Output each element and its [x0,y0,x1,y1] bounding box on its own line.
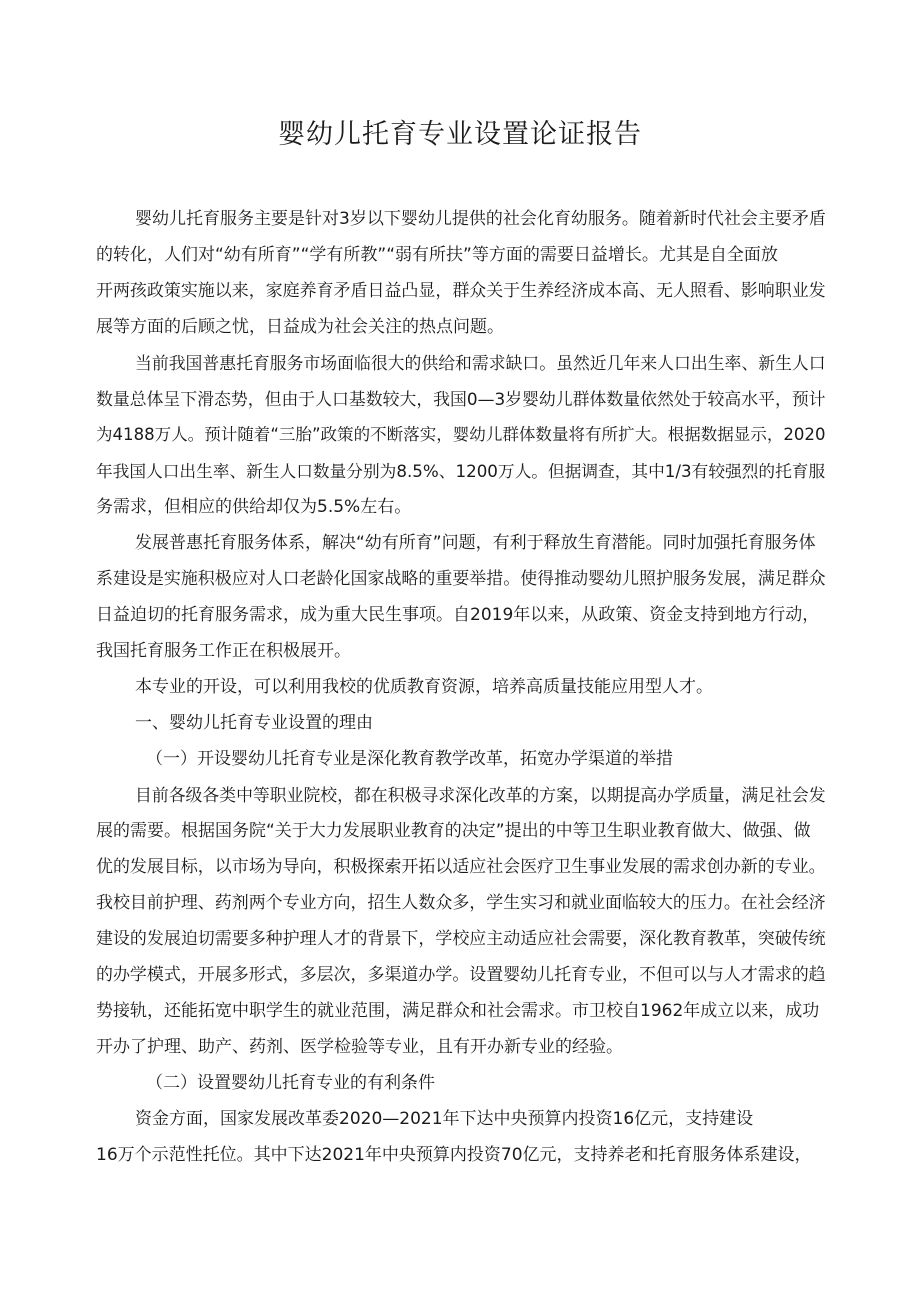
paragraph-line: 数量总体呈下滑态势，但由于人口基数较大，我国0—3岁婴幼儿群体数量依然处于较高水平，预计 [96,389,826,409]
paragraph-line: 我国托育服务工作正在积极展开。 [96,641,351,661]
paragraph-line: 务需求，但相应的供给却仅为5.5%左右。 [96,497,412,517]
subsection-heading: （一）开设婴幼儿托育专业是深化教育教学改革，拓宽办学渠道的举措 [146,749,673,769]
paragraph-line: 目前各级各类中等职业院校，都在积极寻求深化改革的方案，以期提高办学质量，满足社会发 [135,785,826,805]
paragraph-line: 展等方面的后顾之忧，日益成为社会关注的热点问题。 [96,317,504,337]
section-heading: 一、婴幼儿托育专业设置的理由 [135,713,373,733]
paragraph-line: 展的需要。根据国务院“关于大力发展职业教育的决定”提出的中等卫生职业教育做大、做强、做 [96,821,811,841]
paragraph-line: 开办了护理、助产、药剂、医学检验等专业，且有开办新专业的经验。 [96,1037,623,1057]
paragraph-line: 系建设是实施积极应对人口老龄化国家战略的重要举措。使得推动婴幼儿照护服务发展，满足群众 [96,569,826,589]
paragraph-line: 婴幼儿托育服务主要是针对3岁以下婴幼儿提供的社会化育幼服务。随着新时代社会主要矛盾 [135,209,826,229]
paragraph-line: 发展普惠托育服务体系，解决“幼有所育”问题，有利于释放生育潜能。同时加强托育服务体 [135,533,816,553]
paragraph-line: 优的发展目标，以市场为导向，积极探索开拓以适应社会医疗卫生事业发展的需求创办新的专业。 [96,857,826,877]
paragraph-line: 势接轨，还能拓宽中职学生的就业范围，满足群众和社会需求。市卫校自1962年成立以来，成功 [96,1001,820,1021]
paragraph-line: 建设的发展迫切需要多种护理人才的背景下，学校应主动适应社会需要，深化教育教革，突破传统 [96,929,826,949]
paragraph-line: 年我国人口出生率、新生人口数量分别为8.5%、1200万人。但据调查，其中1/3有较强烈的托育服 [96,461,826,481]
paragraph-line: 的办学模式，开展多形式，多层次，多渠道办学。设置婴幼儿托育专业，不但可以与人才需求的趋 [96,965,826,985]
paragraph-line: 本专业的开设，可以利用我校的优质教育资源，培养高质量技能应用型人才。 [135,677,713,697]
paragraph-line: 我校目前护理、药剂两个专业方向，招生人数众多，学生实习和就业面临较大的压力。在社会经济 [96,893,826,913]
paragraph-line: 为4188万人。预计随着“三胎”政策的不断落实，婴幼儿群体数量将有所扩大。根据数据显示，2020 [96,425,826,444]
paragraph-line: 开两孩政策实施以来，家庭养育矛盾日益凸显，群众关于生养经济成本高、无人照看、影响职业发 [96,281,826,301]
paragraph-line: 16万个示范性托位。其中下达2021年中央预算内投资70亿元，支持养老和托育服务体系建设， [96,1145,812,1165]
paragraph-line: 当前我国普惠托育服务市场面临很大的供给和需求缺口。虽然近几年来人口出生率、新生人口 [135,353,826,373]
paragraph-line: 日益迫切的托育服务需求，成为重大民生事项。自2019年以来，从政策、资金支持到地方行动， [96,605,820,625]
subsection-heading: （二）设置婴幼儿托育专业的有利条件 [146,1073,435,1093]
paragraph-line: 资金方面，国家发展改革委2020—2021年下达中央预算内投资16亿元，支持建设 [135,1109,754,1129]
paragraph-line: 的转化，人们对“幼有所育”“学有所教”“弱有所扶”等方面的需要日益增长。尤其是自全面放 [96,245,778,265]
document-title: 婴幼儿托育专业设置论证报告 [278,119,642,150]
